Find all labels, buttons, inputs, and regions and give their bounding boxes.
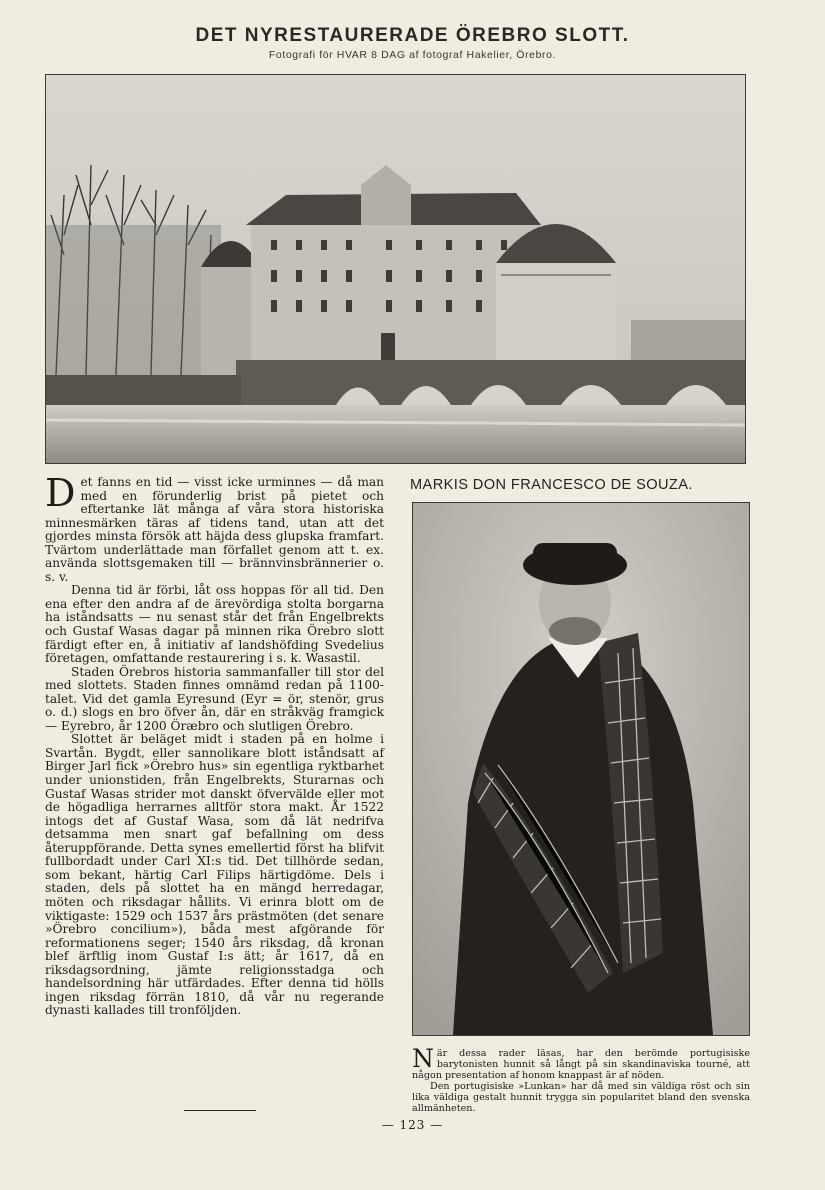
castle-photograph: [45, 74, 746, 464]
article-paragraph: Denna tid är förbi, låt oss hoppas för all tid. Den ena efter den andra af de ärevördiga stolta borgarna ha iståndsatts — nu senast står det från Engelbrekts och Gustaf Wasas dagar på minnen rika Örebro slott färdigt efter en, å initiativ af landshöfding Svedelius företagen, omfattande restaurering i s. k. Wasastil.: [45, 583, 384, 666]
article-paragraph: Staden Örebros historia sammanfaller till stor del med slottets. Staden finnes omnämd redan på 1100-talet. Vid det gamla Eyresund (Eyr = ör, stenör, grus o. d.) slogs en bro öfver ån, där en stråkväg framgick — Eyrebro, år 1200 Öræbro och slutligen Örebro.: [45, 664, 384, 733]
caption-drop-cap: N: [412, 1044, 434, 1073]
page-number: — 123 —: [381, 1118, 444, 1132]
article-paragraph: Slottet är beläget midt i staden på en holme i Svartån. Bygdt, eller sannolikare blott iståndsatt af Birger Jarl fick »Örebro hus» sin egentliga ryktbarhet under unionstiden, från Engelbrekts, Sturarnas och Gustaf Wasas strider mot danskt öfvervälde eller mot de högadliga herrarnes alltför stora makt. År 1522 intogs det af Gustaf Wasa, som då lät nedrifva detsamma men snart gaf befallning om dess återuppförande. Detta synes emellertid först ha blifvit fullbordadt under Carl XI:s tid. Det tillhörde sedan, som bekant, härtig Carl Filips härtigdöme. Dels i staden, dels på slottet ha en mängd herredagar, möten och riksdagar hållits. Vi erinra blott om de viktigaste: 1529 och 1537 års prästmöten (det senare »Örebro concilium»), båda mest afgörande för reformationens seger; 1540 års riksdag, då kronan blef ärftlig inom Gustaf I:s ätt; år 1617, då en riksdagsordning, jämte religionsstadga och handelsordning här utfärdades. Efter denna tid hölls ingen riksdag förrän 1810, då vår nu regerande dynasti kallades till tronföljden.: [45, 732, 384, 1018]
photo-credit: Fotografi för HVAR 8 DAG af fotograf Hakelier, Örebro.: [268, 49, 557, 61]
article-paragraph: Det fanns en tid — visst icke urminnes — då man med en förunderlig brist på pietet och eftertanke lät många af våra stora historiska minnesmärken täras af tidens tand, utan att det gjordes minsta försök att häjda dess glupska framfart. Tvärtom underlättade man förfallet genom att t. ex. använda slottsgemaken till — brännvinsbrännerier o. s. v.: [45, 471, 384, 584]
page-header: [0, 24, 825, 61]
caption-paragraph: När dessa rader läsas, har den berömde portugisiske barytonisten hunnit så långt på sin skandinaviska tourné, att någon presentation af honom knappast är af nöden.: [412, 1044, 750, 1081]
end-rule: [184, 1110, 256, 1111]
article-column: [45, 471, 384, 1018]
portrait-caption: [412, 1044, 750, 1114]
portrait-photograph: [412, 502, 750, 1036]
portrait-heading: MARKIS DON FRANCESCO DE SOUZA.: [410, 477, 693, 493]
page-title: DET NYRESTAURERADE ÖREBRO SLOTT.: [195, 25, 630, 46]
drop-cap: D: [45, 471, 76, 515]
caption-paragraph: Den portugisiske »Lunkan» har då med sin väldiga röst och sin lika väldiga gestalt hunnit trygga sin popularitet bland den svenska allmänheten.: [412, 1081, 750, 1114]
